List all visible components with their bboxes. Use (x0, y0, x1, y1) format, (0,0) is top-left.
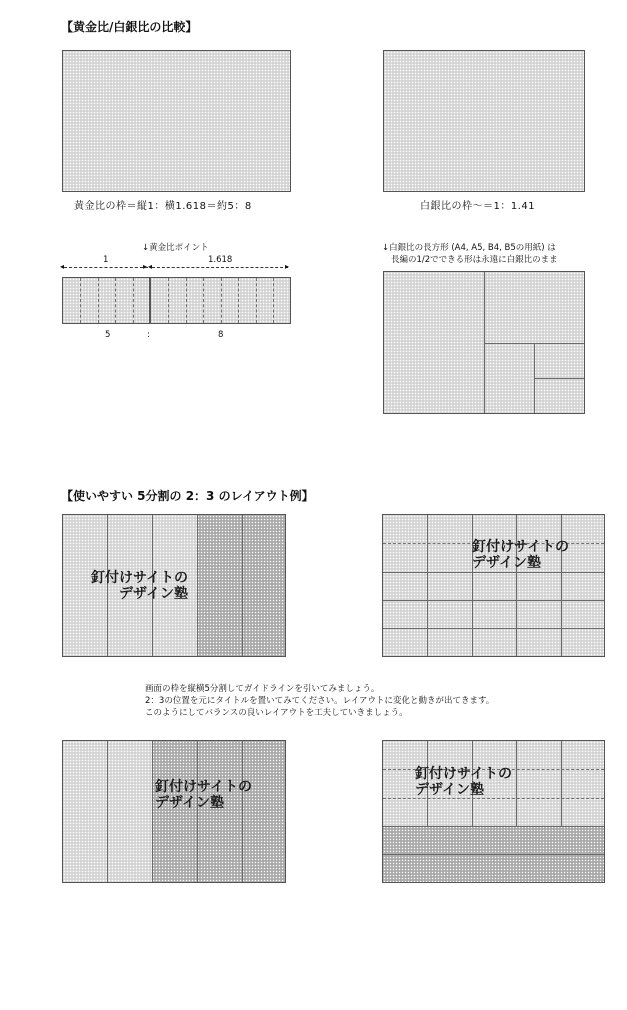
golden-caption: 黄金比の枠＝縦1：横1.618＝約5：8 (74, 201, 252, 212)
layout2-title-line2: デザイン塾 (472, 555, 542, 571)
layout3-title-line1: 釘付けサイトの (155, 779, 253, 795)
five-label: 5 (105, 330, 111, 340)
golden-point-label: ↓黄金比ポイント (142, 243, 209, 253)
layout4-title-line2: デザイン塾 (415, 782, 485, 798)
layout-example-grid-2 (382, 740, 605, 883)
layout2-title (472, 539, 569, 571)
arrow-head-mid-left-icon: ▸ (143, 262, 148, 271)
section1-heading: 【黄金比/白銀比の比較】 (61, 20, 198, 34)
ratio-right-label: 1.618 (208, 255, 233, 265)
ratio-left-label: 1 (103, 255, 109, 265)
description-line1: 画面の枠を縦横5分割してガイドラインを引いてみましょう。 (145, 684, 380, 694)
description-line2: 2：3の位置を元にタイトルを置いてみてください。レイアウトに変化と動きが出てきます。 (145, 696, 495, 706)
silver-note-line2: 長編の1/2でできる形は永遠に白銀比のまま (391, 255, 558, 265)
layout4-title (415, 766, 512, 798)
eight-label: 8 (218, 330, 224, 340)
ratio-bar-five-section (62, 277, 150, 324)
layout1-dark-area (197, 515, 285, 656)
layout1-title-line2: デザイン塾 (119, 586, 189, 602)
layout-description (145, 683, 494, 719)
golden-ratio-bar (62, 277, 291, 324)
layout1-title (91, 570, 188, 602)
ratio-arrow-right (152, 267, 288, 268)
layout1-title-line1: 釘付けサイトの (91, 570, 189, 586)
layout-example-vertical-split-2 (62, 740, 286, 883)
layout-example-vertical-split (62, 514, 286, 657)
arrow-head-left-icon: ◂ (60, 262, 65, 271)
colon-label: : (147, 330, 150, 340)
arrow-head-mid-right-icon: ◂ (148, 262, 153, 271)
section2-heading: 【使いやすい 5分割の 2：3 のレイアウト例】 (61, 489, 314, 503)
layout3-title-line2: デザイン塾 (155, 795, 225, 811)
arrow-head-right-icon: ▸ (285, 262, 290, 271)
layout-example-grid (382, 514, 605, 657)
layout3-dark-area (152, 741, 285, 882)
silver-subdivision-diagram (383, 271, 585, 414)
silver-caption: 白銀比の枠〜＝1：1.41 (420, 201, 536, 212)
golden-rectangle (62, 50, 291, 192)
layout4-title-line1: 釘付けサイトの (415, 766, 513, 782)
description-line3: このようにしてバランスの良いレイアウトを工夫していきましょう。 (145, 708, 408, 718)
ratio-arrow-left (64, 267, 148, 268)
silver-note-line1: ↓白銀比の長方形 (A4, A5, B4, B5の用紙) は (382, 243, 556, 253)
layout2-title-line1: 釘付けサイトの (472, 539, 570, 555)
silver-rectangle (383, 50, 585, 192)
ratio-bar-eight-section (150, 277, 291, 324)
layout3-title (155, 779, 252, 811)
